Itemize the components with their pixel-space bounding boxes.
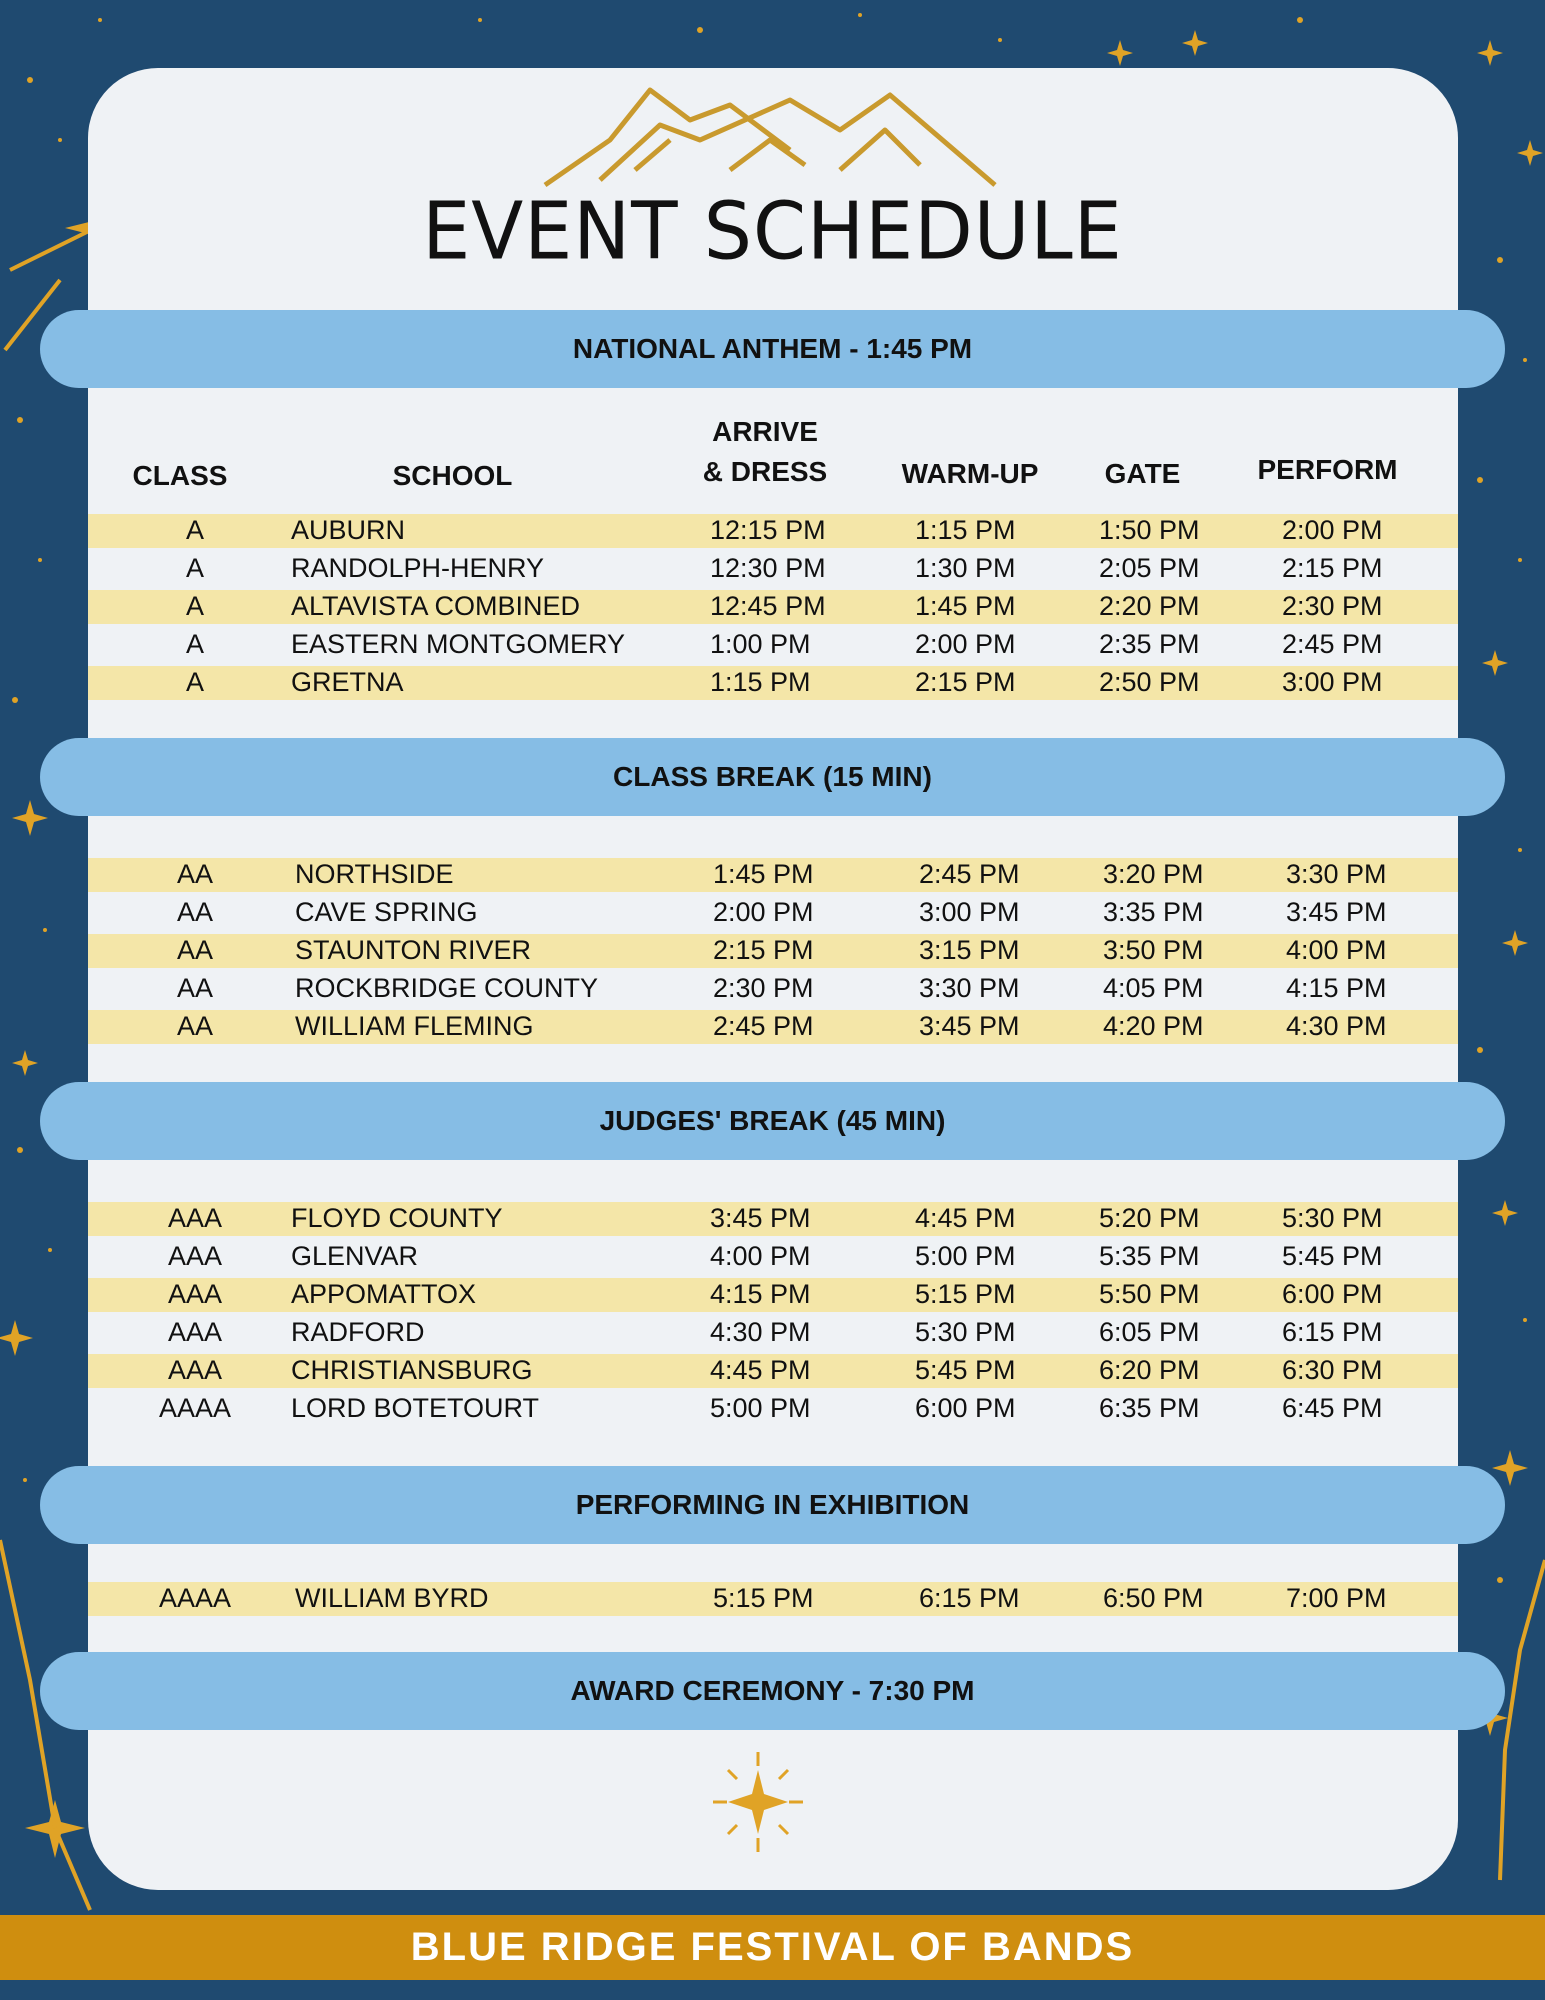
cell-warmup: 1:15 PM [915,515,1016,545]
cell-class: AAA [167,1317,223,1347]
cell-arrive: 1:00 PM [710,629,811,659]
cell-arrive: 1:45 PM [713,859,814,889]
cell-perform: 2:15 PM [1282,553,1383,583]
cell-perform: 6:00 PM [1282,1279,1383,1309]
header-warmup: WARM-UP [901,458,1039,489]
cell-gate: 3:50 PM [1103,935,1204,965]
star-icon [1107,40,1133,66]
cell-warmup: 3:45 PM [919,1011,1020,1041]
cell-school: WILLIAM BYRD [295,1583,489,1613]
cell-gate: 3:20 PM [1103,859,1204,889]
table-row [88,1316,1458,1350]
header-arrive-line2: & DRESS [702,456,828,487]
cell-class: AA [176,859,214,889]
table-row [88,666,1458,700]
cell-warmup: 2:15 PM [915,667,1016,697]
table-row [88,1202,1458,1236]
cell-warmup: 5:30 PM [915,1317,1016,1347]
cell-class: AAA [167,1203,223,1233]
cell-class: A [185,553,204,583]
cell-gate: 5:20 PM [1099,1203,1200,1233]
cell-warmup: 2:00 PM [915,629,1016,659]
table-row [88,1240,1458,1274]
cell-warmup: 5:45 PM [915,1355,1016,1385]
cell-school: AUBURN [291,515,406,545]
cell-gate: 5:50 PM [1099,1279,1200,1309]
cell-school: ALTAVISTA COMBINED [291,591,581,621]
national-anthem-bar: NATIONAL ANTHEM - 1:45 PM [40,310,1505,388]
cell-perform: 6:45 PM [1282,1393,1383,1423]
cell-class: A [185,515,204,545]
cell-warmup: 1:30 PM [915,553,1016,583]
cell-class: A [185,591,204,621]
cell-gate: 5:35 PM [1099,1241,1200,1271]
cell-school: GRETNA [291,667,404,697]
class-break-bar: CLASS BREAK (15 MIN) [40,738,1505,816]
header-school: SCHOOL [392,460,513,491]
table-row [88,972,1458,1006]
star-icon [12,1050,38,1076]
table-row [88,896,1458,930]
cell-class: AAA [167,1279,223,1309]
cell-warmup: 5:15 PM [915,1279,1016,1309]
star-icon [1517,140,1543,166]
cell-school: FLOYD COUNTY [291,1203,503,1233]
award-ceremony-bar: AWARD CEREMONY - 7:30 PM [40,1652,1505,1730]
table-row [88,1010,1458,1044]
table-row [88,1392,1458,1426]
cell-arrive: 2:30 PM [713,973,814,1003]
cell-perform: 3:45 PM [1286,897,1387,927]
cell-gate: 6:05 PM [1099,1317,1200,1347]
cell-school: EASTERN MONTGOMERY [291,629,626,659]
cell-school: RANDOLPH-HENRY [291,553,545,583]
cell-gate: 6:35 PM [1099,1393,1200,1423]
cell-class: A [185,667,204,697]
table-row [88,934,1458,968]
cell-warmup: 5:00 PM [915,1241,1016,1271]
star-icon [12,800,48,836]
cell-perform: 2:45 PM [1282,629,1383,659]
cell-school: RADFORD [291,1317,425,1347]
header-perform: PERFORM [1257,454,1398,485]
cell-perform: 5:45 PM [1282,1241,1383,1271]
cell-class: A [185,629,204,659]
cell-warmup: 3:30 PM [919,973,1020,1003]
cell-warmup: 4:45 PM [915,1203,1016,1233]
star-icon [1182,30,1208,56]
star-icon [1482,650,1508,676]
table-row [88,1354,1458,1388]
cell-perform: 2:00 PM [1282,515,1383,545]
cell-perform: 6:30 PM [1282,1355,1383,1385]
cell-gate: 6:20 PM [1099,1355,1200,1385]
cell-arrive: 5:15 PM [713,1583,814,1613]
cell-school: STAUNTON RIVER [295,935,532,965]
cell-arrive: 12:30 PM [710,553,826,583]
cell-warmup: 6:15 PM [919,1583,1020,1613]
cell-arrive: 4:15 PM [710,1279,811,1309]
star-icon [0,1320,33,1356]
table-row [88,552,1458,586]
cell-school: WILLIAM FLEMING [295,1011,534,1041]
cell-perform: 4:15 PM [1286,973,1387,1003]
cell-class: AAAA [158,1393,232,1423]
page-title: EVENT SCHEDULE [422,183,1123,278]
table-row [88,514,1458,548]
cell-warmup: 3:15 PM [919,935,1020,965]
cell-arrive: 3:45 PM [710,1203,811,1233]
cell-arrive: 4:45 PM [710,1355,811,1385]
cell-gate: 2:05 PM [1099,553,1200,583]
cell-warmup: 3:00 PM [919,897,1020,927]
cell-gate: 2:50 PM [1099,667,1200,697]
cell-class: AAAA [158,1583,232,1613]
cell-gate: 4:20 PM [1103,1011,1204,1041]
star-icon [1502,930,1528,956]
header-gate: GATE [1104,458,1181,489]
star-icon [713,1752,803,1852]
cell-perform: 4:30 PM [1286,1011,1387,1041]
cell-school: CAVE SPRING [295,897,478,927]
cell-school: CHRISTIANSBURG [291,1355,533,1385]
footer-banner: BLUE RIDGE FESTIVAL OF BANDS [0,1915,1545,1980]
cell-gate: 2:20 PM [1099,591,1200,621]
cell-class: AA [176,897,214,927]
cell-school: APPOMATTOX [291,1279,477,1309]
exhibition-bar: PERFORMING IN EXHIBITION [40,1466,1505,1544]
cell-school: GLENVAR [291,1241,419,1271]
cell-perform: 2:30 PM [1282,591,1383,621]
cell-class: AAA [167,1355,223,1385]
cell-arrive: 5:00 PM [710,1393,811,1423]
cell-school: LORD BOTETOURT [291,1393,540,1423]
cell-arrive: 2:45 PM [713,1011,814,1041]
cell-arrive: 4:30 PM [710,1317,811,1347]
cell-gate: 4:05 PM [1103,973,1204,1003]
cell-school: ROCKBRIDGE COUNTY [295,973,599,1003]
mountain-icon [540,80,1000,190]
cell-class: AA [176,935,214,965]
cell-gate: 3:35 PM [1103,897,1204,927]
cell-arrive: 12:15 PM [710,515,826,545]
cell-arrive: 2:15 PM [713,935,814,965]
cell-perform: 7:00 PM [1286,1583,1387,1613]
header-arrive-line1: ARRIVE [712,416,818,447]
cell-arrive: 12:45 PM [710,591,826,621]
judges-break-bar: JUDGES' BREAK (45 MIN) [40,1082,1505,1160]
cell-arrive: 1:15 PM [710,667,811,697]
star-icon [1477,40,1503,66]
star-icon [1492,1450,1528,1486]
cell-perform: 6:15 PM [1282,1317,1383,1347]
table-row [88,1278,1458,1312]
cell-gate: 6:50 PM [1103,1583,1204,1613]
table-row [88,590,1458,624]
cell-gate: 1:50 PM [1099,515,1200,545]
cell-perform: 3:30 PM [1286,859,1387,889]
cell-school: NORTHSIDE [295,859,454,889]
cell-class: AAA [167,1241,223,1271]
header-class: CLASS [132,460,228,491]
cell-arrive: 2:00 PM [713,897,814,927]
cell-class: AA [176,973,214,1003]
cell-gate: 2:35 PM [1099,629,1200,659]
table-row [88,628,1458,662]
cell-warmup: 6:00 PM [915,1393,1016,1423]
cell-arrive: 4:00 PM [710,1241,811,1271]
table-row [88,1582,1458,1616]
cell-perform: 3:00 PM [1282,667,1383,697]
cell-perform: 5:30 PM [1282,1203,1383,1233]
cell-warmup: 2:45 PM [919,859,1020,889]
star-icon [1492,1200,1518,1226]
cell-class: AA [176,1011,214,1041]
cell-warmup: 1:45 PM [915,591,1016,621]
table-row [88,858,1458,892]
cell-perform: 4:00 PM [1286,935,1387,965]
